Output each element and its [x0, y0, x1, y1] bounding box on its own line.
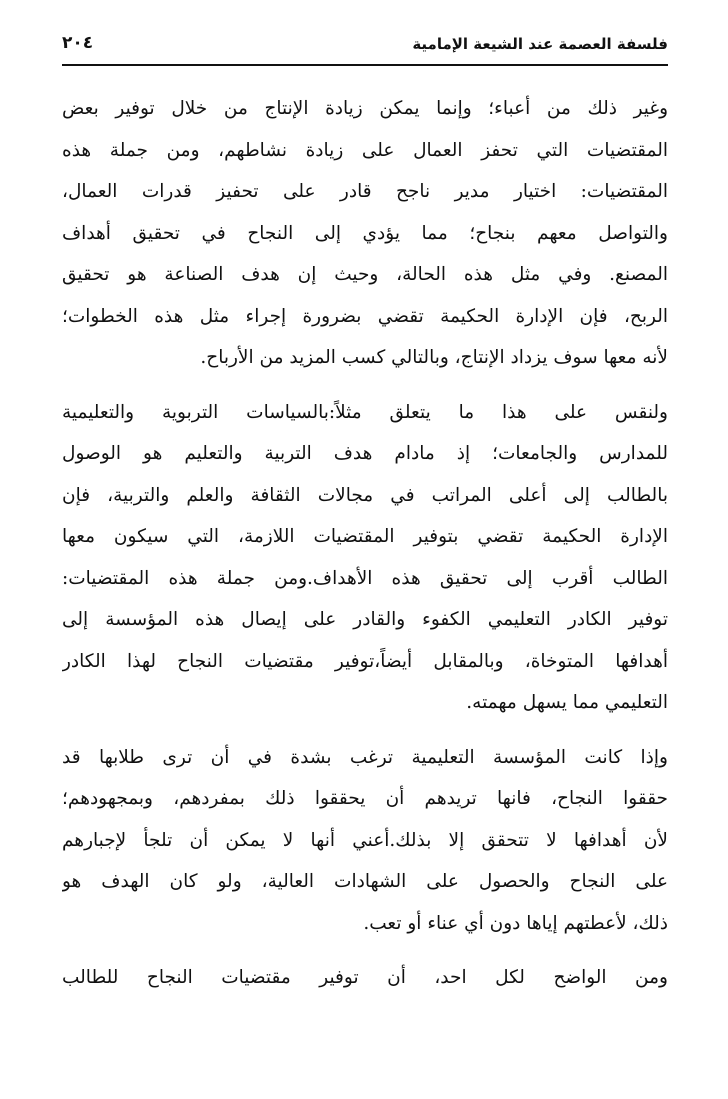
- text-line: بالطالب إلى أعلى المراتب في مجالات الثقافة والعلم والتربية، فإن: [62, 484, 668, 506]
- paragraph-spacer: [62, 944, 668, 957]
- text-line: الربح، فإن الإدارة الحكيمة تقضي بضرورة إجراء مثل هذه الخطوات؛: [62, 305, 668, 327]
- paragraph: [62, 392, 668, 724]
- text-line: ولنقس على هذا ما يتعلق مثلاً:بالسياسات التربوية والتعليمية: [62, 401, 668, 423]
- text-line: ذلك، لأعطتهم إياها دون أي عناء أو تعب.: [363, 912, 668, 934]
- running-header: [62, 30, 668, 64]
- paragraph: [62, 957, 668, 999]
- text-line: والتواصل معهم بنجاح؛ مما يؤدي إلى النجاح في تحقيق أهداف: [62, 222, 668, 244]
- page-number: ٢٠٤: [62, 33, 94, 53]
- text-line: وغير ذلك من أعباء؛ وإنما يمكن زيادة الإنتاج من خلال توفير بعض: [62, 98, 668, 119]
- paragraph-spacer: [62, 724, 668, 737]
- text-line: لأن أهدافها لا تتحقق إلا بذلك.أعني أنها لا يمكن أن تلجأ لإجبارهم: [62, 829, 668, 851]
- text-line: الطالب أقرب إلى تحقيق هذه الأهداف.ومن جملة هذه المقتضيات:: [62, 567, 668, 589]
- text-line: للمدارس والجامعات؛ إذ مادام هدف التربية والتعليم هو الوصول: [62, 443, 668, 464]
- paragraph-spacer: [62, 379, 668, 392]
- text-line: المقتضيات: اختيار مدير ناجح قادر على تحفيز قدرات العمال،: [62, 181, 668, 202]
- header-divider: [62, 64, 668, 66]
- text-line: لأنه معها سوف يزداد الإنتاج، وبالتالي كسب المزيد من الأرباح.: [200, 347, 668, 368]
- text-line: توفير الكادر التعليمي الكفوء والقادر على إيصال هذه المؤسسة إلى: [62, 609, 668, 630]
- text-line: الإدارة الحكيمة تقضي بتوفير المقتضيات اللازمة، التي سيكون معها: [62, 526, 668, 547]
- paragraph: [62, 88, 668, 379]
- text-line: التعليمي مما يسهل مهمته.: [466, 692, 668, 713]
- text-line: المصنع. وفي مثل هذه الحالة، وحيث إن هدف الصناعة هو تحقيق: [62, 264, 668, 285]
- book-page: [62, 30, 668, 1085]
- body-text: [62, 88, 668, 999]
- paragraph: [62, 737, 668, 945]
- text-line: أهدافها المتوخاة، وبالمقابل أيضاً،توفير مقتضيات النجاح لهذا الكادر: [62, 650, 668, 672]
- text-line: ومن الواضح لكل احد، أن توفير مقتضيات النجاح للطالب: [62, 967, 668, 988]
- running-title: فلسفة العصمة عند الشيعة الإمامية: [412, 35, 668, 53]
- text-line: على النجاح والحصول على الشهادات العالية، ولو كان الهدف هو: [62, 871, 668, 892]
- text-line: المقتضيات التي تحفز العمال على زيادة نشاطهم، ومن جملة هذه: [62, 139, 668, 161]
- text-line: حققوا النجاح، فانها تريدهم أن يحققوا ذلك بمفردهم، وبمجهودهم؛: [62, 788, 668, 809]
- text-line: وإذا كانت المؤسسة التعليمية ترغب بشدة في أن ترى طلابها قد: [62, 746, 668, 768]
